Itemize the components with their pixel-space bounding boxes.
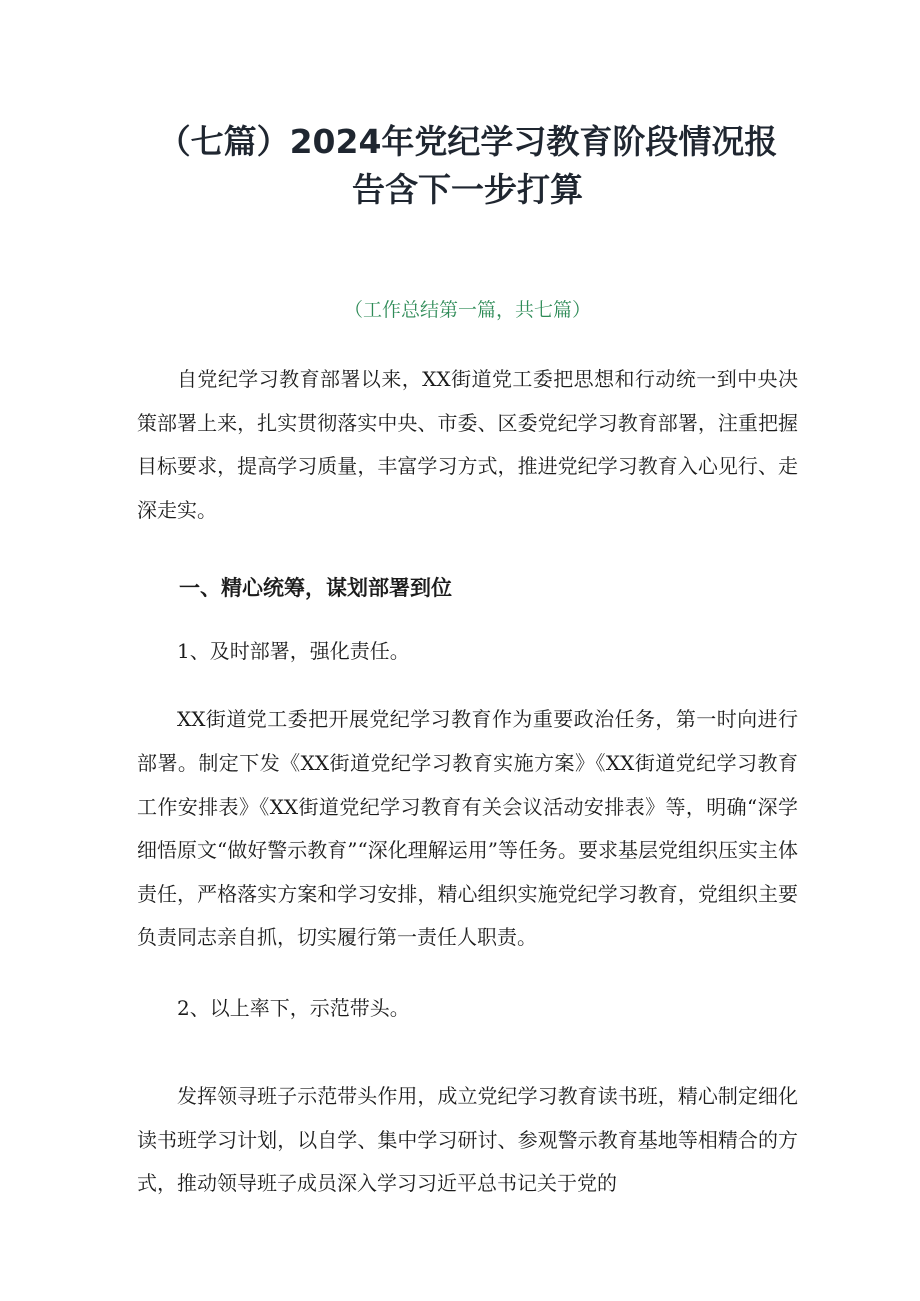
document-subtitle: （工作总结第一篇，共七篇） [343,299,591,321]
title-line-1: （七篇）2024年党纪学习教育阶段情况报 [157,122,778,161]
document-title [137,118,798,214]
item-heading-1: 1、及时部署，强化责任。 [177,639,410,664]
section-heading-1: 一、精心统筹，谋划部署到位 [179,576,452,601]
item-body-2: 发挥领寻班子示范带头作用，成立党纪学习教育读书班，精心制定细化读书班学习计划，以自学、集中学习研讨、参观警示教育基地等相精合的方式，推动领导班子成员深入学习习近平总书记关于党的 [137,1083,798,1196]
title-line-2: 告含下一步打算 [352,170,583,209]
item-heading-2: 2、以上率下，示范带头。 [177,995,410,1020]
item-body-1: XX街道党工委把开展党纪学习教育作为重要政治任务，第一时向进行部署。制定下发《XX街道党纪学习教育实施方案》《XX街道党纪学习教育工作安排表》《XX街道党纪学习教育有关会议活动安排表》等，明确“深学细悟原文“做好警示教育”“深化理解运用”等任务。要求基层党组织压实主体责任，严格落实方案和学习安排，精心组织实施党纪学习教育，党组织主要负责同志亲自抓，切实履行第一责任人职责。 [137,707,798,950]
intro-paragraph: 自党纪学习教育部署以来，XX街道党工委把思想和行动统一到中央决策部署上来，扎实贯彻落实中央、市委、区委党纪学习教育部署，注重把握目标要求，提高学习质量，丰富学习方式，推进党纪学习教育入心见行、走深走实。 [137,367,798,522]
